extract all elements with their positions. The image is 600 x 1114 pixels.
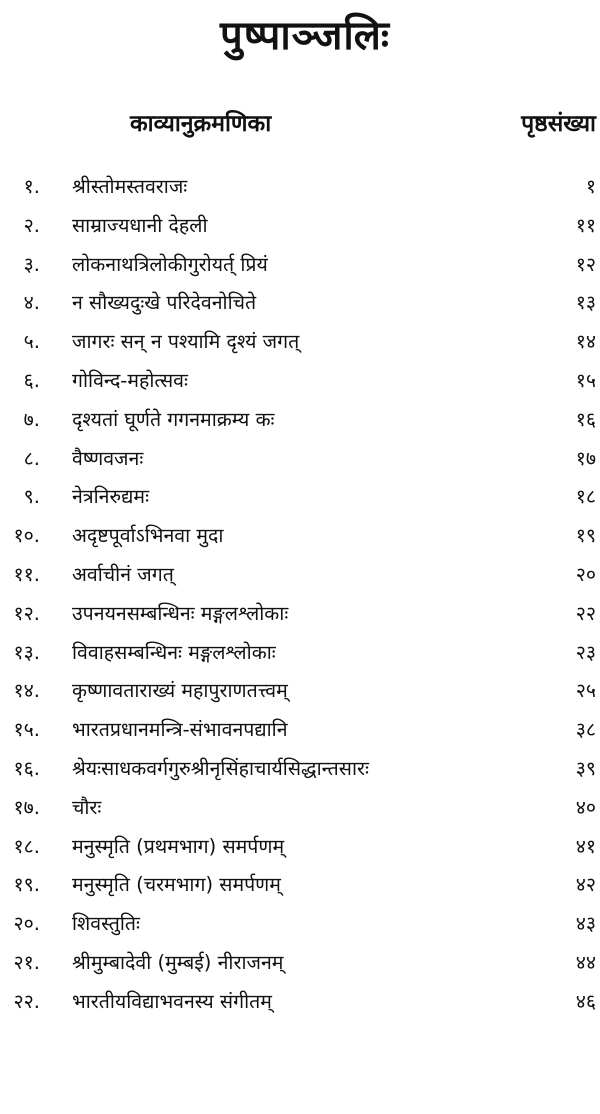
page-number-column-header: पृष्ठसंख्या — [521, 111, 596, 137]
entry-title: विवाहसम्बन्धिनः मङ्गलश्लोकाः — [72, 640, 276, 664]
toc-entry — [0, 478, 600, 517]
entry-number: ७. — [23, 407, 40, 431]
entry-title: कृष्णावताराख्यं महापुराणतत्त्वम् — [72, 679, 288, 703]
entry-number: ११. — [13, 562, 40, 586]
toc-entry — [0, 595, 600, 634]
entry-number: १८. — [13, 834, 40, 858]
entry-title: नेत्रनिरुद्यमः — [72, 485, 150, 509]
entry-page-number: ४१ — [575, 834, 596, 858]
toc-entry — [0, 866, 600, 905]
entry-title: श्रीमुम्बादेवी (मुम्बई) नीराजनम् — [72, 950, 284, 974]
entry-number: ८. — [23, 446, 40, 470]
entry-title: जागरः सन् न पश्यामि दृश्यं जगत् — [72, 330, 300, 354]
entry-title: वैष्णवजनः — [72, 446, 144, 470]
entry-title: चौरः — [72, 795, 102, 819]
entry-title: मनुस्मृति (चरमभाग) समर्पणम् — [72, 873, 281, 897]
toc-entry — [0, 517, 600, 556]
entry-page-number: ३८ — [575, 718, 596, 742]
entry-number: १३. — [13, 640, 40, 664]
toc-entry — [0, 246, 600, 285]
toc-entry — [0, 168, 600, 207]
entry-page-number: ४६ — [575, 989, 596, 1013]
entry-page-number: ४४ — [575, 950, 596, 974]
entry-title: अर्वाचीनं जगत् — [72, 562, 174, 586]
entry-page-number: १४ — [575, 330, 596, 354]
entry-number: ३. — [23, 252, 40, 276]
entry-number: १७. — [13, 795, 40, 819]
entry-number: २०. — [13, 912, 40, 936]
page-title: पुष्पाञ्जलिः — [220, 13, 390, 59]
toc-entry — [0, 789, 600, 828]
toc-entry — [0, 401, 600, 440]
toc-entry — [0, 672, 600, 711]
entry-page-number: ३९ — [575, 756, 596, 780]
entry-number: १२. — [13, 601, 40, 625]
entry-number: २. — [23, 213, 40, 237]
toc-entry — [0, 207, 600, 246]
entry-page-number: ४२ — [575, 873, 596, 897]
entry-number: १०. — [13, 524, 40, 548]
entry-page-number: ४० — [575, 795, 596, 819]
entry-page-number: २० — [575, 562, 596, 586]
toc-entry — [0, 711, 600, 750]
entry-page-number: १२ — [575, 252, 596, 276]
entry-title: श्रेयःसाधकवर्गगुरुश्रीनृसिंहाचार्यसिद्धान्तसारः — [72, 756, 369, 780]
entry-page-number: २५ — [575, 679, 596, 703]
entry-number: १९. — [13, 873, 40, 897]
entry-title: श्रीस्तोमस्तवराजः — [72, 175, 188, 198]
entry-number: ६. — [23, 368, 40, 392]
entry-page-number: २३ — [575, 640, 596, 664]
toc-entry — [0, 828, 600, 867]
entry-page-number: १९ — [575, 524, 596, 548]
entry-number: १. — [23, 175, 40, 198]
entry-number: ९. — [23, 485, 40, 509]
entry-page-number: १५ — [575, 368, 596, 392]
entry-title: भारतप्रधानमन्त्रि-संभावनपद्यानि — [72, 718, 288, 742]
toc-entry — [0, 634, 600, 673]
toc-entry — [0, 440, 600, 479]
entry-page-number: १६ — [575, 407, 596, 431]
toc-entry — [0, 362, 600, 401]
entry-title: दृश्यतां घूर्णते गगनमाक्रम्य कः — [72, 407, 275, 431]
toc-entry — [0, 944, 600, 983]
entry-number: २१. — [13, 950, 40, 974]
entry-page-number: २२ — [575, 601, 596, 625]
toc-entry — [0, 905, 600, 944]
toc-entry — [0, 750, 600, 789]
toc-list — [0, 168, 600, 1022]
entry-title: न सौख्यदुःखे परिदेवनोचिते — [72, 291, 257, 315]
entry-page-number: ११ — [575, 213, 596, 237]
contents-column-header: काव्यानुक्रमणिका — [130, 111, 272, 137]
entry-number: ५. — [23, 330, 40, 354]
entry-title: साम्राज्यधानी देहली — [72, 213, 208, 237]
entry-title: मनुस्मृति (प्रथमभाग) समर्पणम् — [72, 834, 285, 858]
entry-title: उपनयनसम्बन्धिनः मङ्गलश्लोकाः — [72, 601, 289, 625]
entry-number: १४. — [13, 679, 40, 703]
entry-page-number: १ — [585, 175, 596, 198]
entry-page-number: १३ — [575, 291, 596, 315]
entry-number: ४. — [23, 291, 40, 315]
entry-number: २२. — [13, 989, 40, 1013]
toc-entry — [0, 284, 600, 323]
entry-number: १६. — [13, 756, 40, 780]
entry-title: भारतीयविद्याभवनस्य संगीतम् — [72, 989, 272, 1013]
toc-entry — [0, 983, 600, 1022]
toc-entry — [0, 323, 600, 362]
entry-page-number: १८ — [575, 485, 596, 509]
entry-title: शिवस्तुतिः — [72, 912, 140, 936]
entry-title: लोकनाथत्रिलोकीगुरोयर्त् प्रियं — [72, 252, 268, 276]
toc-entry — [0, 556, 600, 595]
entry-page-number: ४३ — [575, 912, 596, 936]
entry-title: गोविन्द-महोत्सवः — [72, 368, 188, 392]
entry-number: १५. — [13, 718, 40, 742]
entry-page-number: १७ — [575, 446, 596, 470]
entry-title: अदृष्टपूर्वाऽभिनवा मुदा — [72, 524, 224, 548]
